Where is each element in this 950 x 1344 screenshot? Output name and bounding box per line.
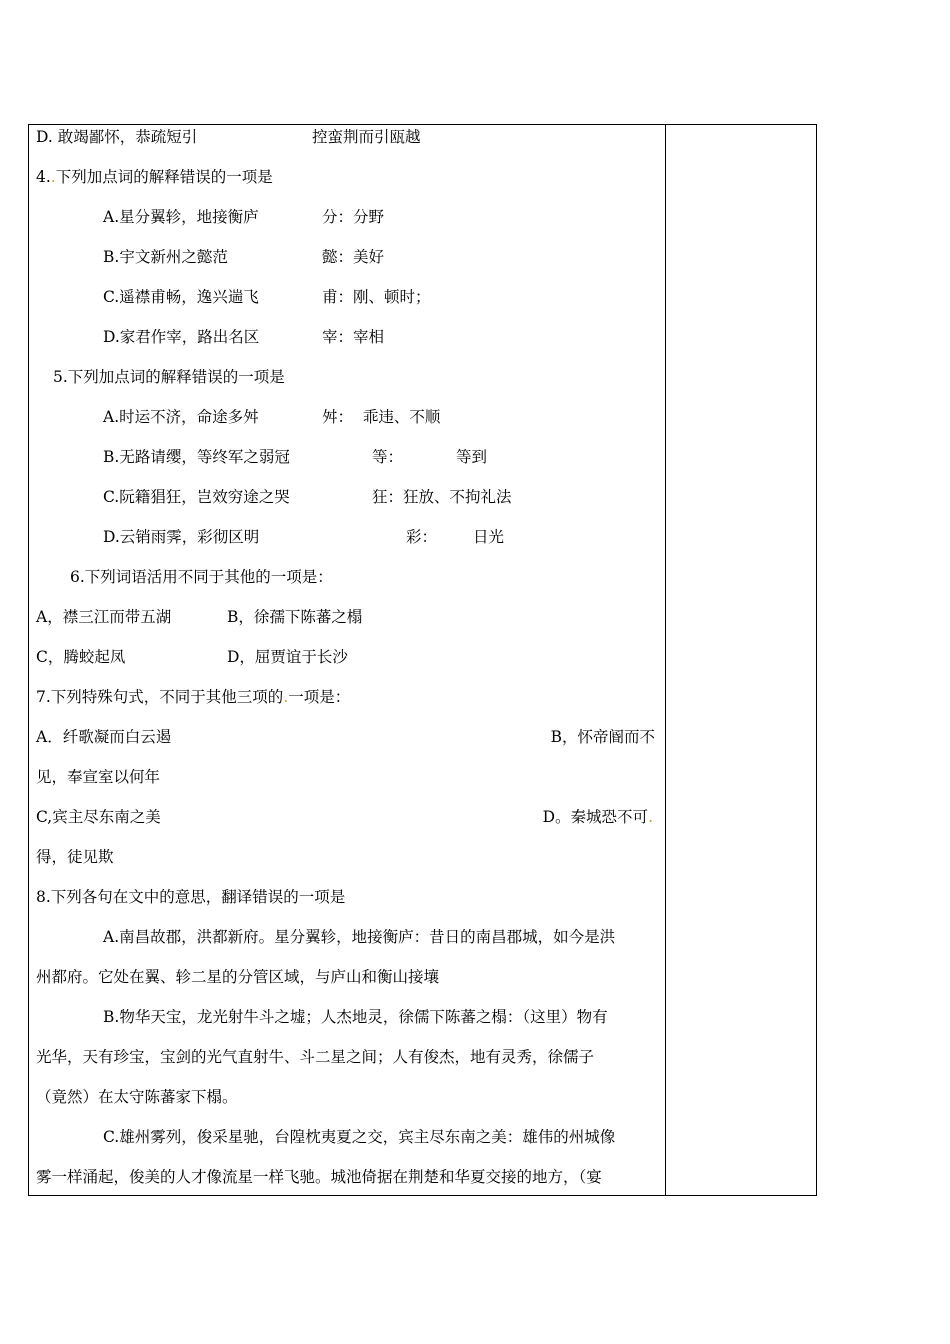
q5-option-d-gloss: 彩： [406, 528, 438, 546]
q7-stem-end: 一项是： [288, 688, 351, 706]
q3-option-d [36, 124, 661, 164]
q7-option-a: A．纤歌凝而白云遏 [36, 728, 172, 746]
q3-option-d-text: D. 敢竭鄙怀，恭疏短引 [36, 128, 198, 146]
q6-options-cd [36, 644, 661, 684]
q8-option-c-text2: 雾一样涌起，俊美的人才像流星一样飞驰。城池倚据在荆楚和华夏交接的地方，（宴 [36, 1168, 602, 1186]
q5-stem [36, 364, 661, 404]
q4-option-b-text: B.宇文新州之懿范 [103, 248, 228, 266]
column-divider [665, 124, 666, 1196]
q7-stem-text: 7.下列特殊句式，不同于其他三项的 [36, 688, 284, 706]
q7-option-b-continued [36, 764, 661, 804]
q8-option-c-text1: C.雄州雾列，俊采星驰，台隍枕夷夏之交，宾主尽东南之美：雄伟的州城像 [103, 1128, 616, 1146]
q5-option-d-text: D.云销雨霁，彩彻区明 [103, 528, 260, 546]
q7-option-ab [36, 724, 661, 764]
q5-option-b-gloss: 等： [372, 448, 404, 466]
q8-option-a-line2 [36, 964, 661, 1004]
question-cell [36, 124, 661, 1204]
q6-option-d: D，屈贾谊于长沙 [227, 648, 348, 666]
q5-option-c-gloss: 狂：狂放、不拘礼法 [372, 488, 512, 506]
q5-option-a [36, 404, 661, 444]
q4-option-c [36, 284, 661, 324]
q7-stem [36, 684, 661, 724]
q6-option-a: A，襟三江而带五湖 [36, 608, 172, 626]
q5-option-a-gloss: 舛： 乖违、不顺 [322, 408, 441, 426]
q4-stem [36, 164, 661, 204]
q7-mark: . [283, 688, 289, 706]
q7-option-b-cont: 见，奉宣室以何年 [36, 768, 161, 786]
q4-option-b-gloss: 懿：美好 [322, 248, 385, 266]
q6-option-c: C，腾蛟起凤 [36, 648, 126, 666]
q8-option-c-line2 [36, 1164, 661, 1204]
q4-mark: . [50, 168, 56, 186]
q8-option-b-line1 [36, 1004, 661, 1044]
q4-number: 4. [36, 168, 51, 186]
q7-option-d-start: D。秦城恐不可. [542, 808, 653, 826]
q7-option-c: C,宾主尽东南之美 [36, 808, 161, 826]
q7-option-d-cont: 得，徒见欺 [36, 848, 114, 866]
q4-option-d-text: D.家君作宰，路出名区 [103, 328, 260, 346]
q8-stem-text: 8.下列各句在文中的意思，翻译错误的一项是 [36, 888, 346, 906]
q8-option-b-line2 [36, 1044, 661, 1084]
q5-option-d-gloss-meaning: 日光 [473, 528, 505, 546]
q5-option-b-gloss-meaning: 等到 [456, 448, 488, 466]
q8-option-b-text2: 光华，天有珍宝，宝剑的光气直射牛、斗二星之间；人有俊杰，地有灵秀，徐儒子 [36, 1048, 595, 1066]
q6-options-ab [36, 604, 661, 644]
q5-option-b-text: B.无路请缨，等终军之弱冠 [103, 448, 290, 466]
q7-option-cd [36, 804, 661, 844]
q4-option-c-gloss: 甫：刚、顿时； [322, 288, 431, 306]
q8-option-a-text1: A.南昌故郡，洪都新府。星分翼轸，地接衡庐：昔日的南昌郡城，如今是洪 [103, 928, 616, 946]
q4-option-d [36, 324, 661, 364]
q3-option-d-pair: 控蛮荆而引瓯越 [312, 128, 421, 146]
q8-option-b-text1: B.物华天宝，龙光射牛斗之墟；人杰地灵，徐儒下陈蕃之榻：（这里）物有 [103, 1008, 608, 1026]
q5-option-b [36, 444, 661, 484]
q4-option-a-text: A.星分翼轸，地接衡庐 [103, 208, 259, 226]
q4-option-b [36, 244, 661, 284]
q5-option-a-text: A.时运不济，命途多舛 [103, 408, 259, 426]
q4-option-d-gloss: 宰：宰相 [322, 328, 385, 346]
q4-stem-text: 下列加点词的解释错误的一项是 [55, 168, 273, 186]
q5-option-c-text: C.阮籍猖狂，岂效穷途之哭 [103, 488, 290, 506]
q6-option-b: B，徐孺下陈蕃之榻 [227, 608, 363, 626]
q6-stem-text: 6.下列词语活用不同于其他的一项是： [70, 568, 333, 586]
q8-option-c-line1 [36, 1124, 661, 1164]
q8-option-b-text3: （竟然）在太守陈蕃家下榻。 [36, 1088, 238, 1106]
q4-option-a-gloss: 分：分野 [322, 208, 385, 226]
q8-stem [36, 884, 661, 924]
q8-option-a-line1 [36, 924, 661, 964]
q8-option-b-line3 [36, 1084, 661, 1124]
q7-option-b-start: B，怀帝阍而不 [550, 728, 655, 746]
q5-option-d [36, 524, 661, 564]
q7-option-d-continued [36, 844, 661, 884]
q4-option-a [36, 204, 661, 244]
q5-stem-text: 5.下列加点词的解释错误的一项是 [53, 368, 285, 386]
q8-option-a-text2: 州都府。它处在翼、轸二星的分管区域，与庐山和衡山接壤 [36, 968, 440, 986]
q4-option-c-text: C.遥襟甫畅，逸兴遄飞 [103, 288, 259, 306]
q5-option-c [36, 484, 661, 524]
q6-stem [36, 564, 661, 604]
